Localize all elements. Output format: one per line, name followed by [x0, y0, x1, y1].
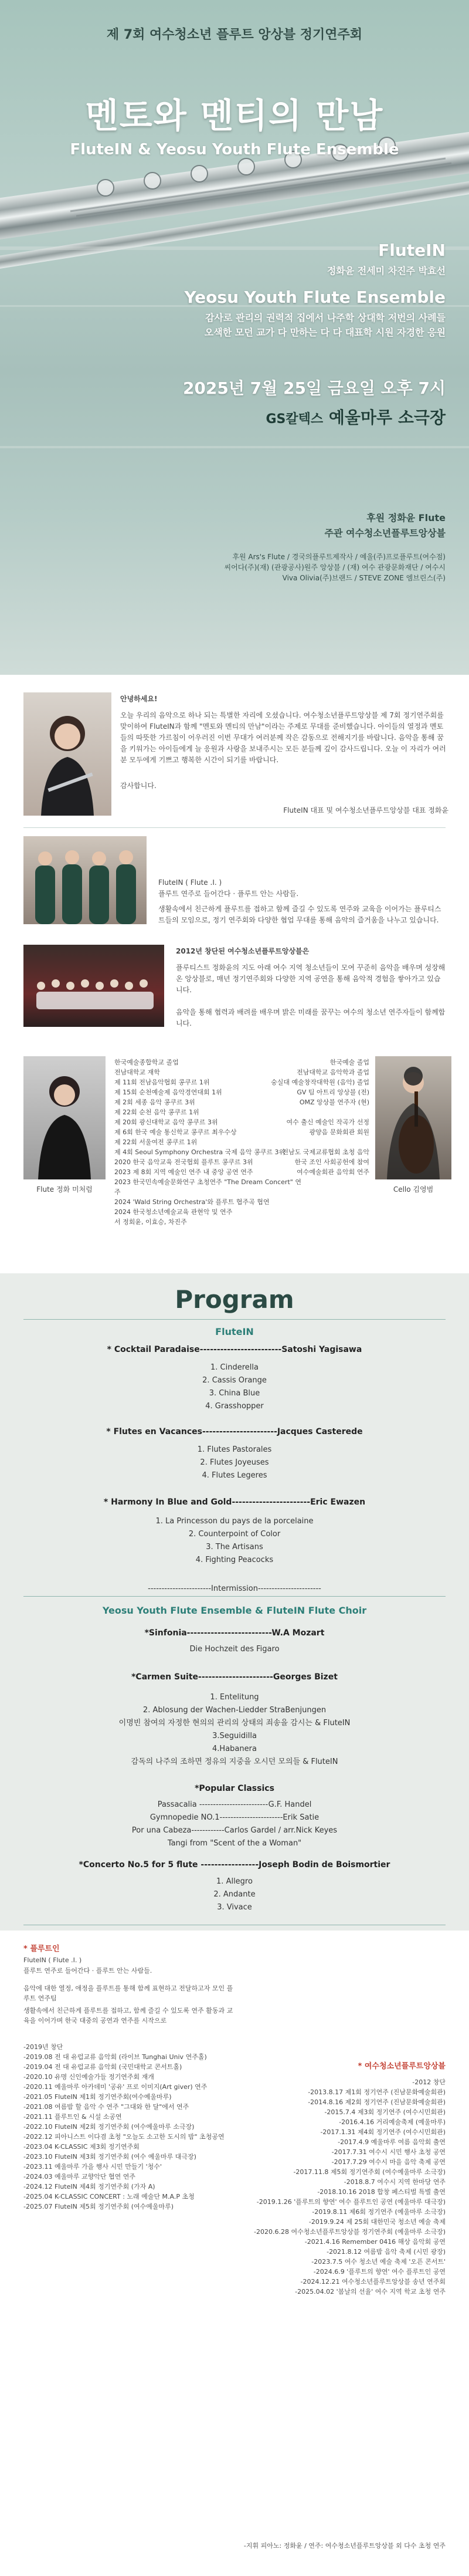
flutein-profile-intro: 음악에 대한 열정, 애정을 플루트를 통해 함께 표현하고 전달하고자 모인 플루트 연주팀 [23, 1985, 233, 2002]
hero-title-en: FluteIN & Yeosu Youth Flute Ensemble [70, 141, 399, 158]
ensemble-photo [23, 945, 164, 1027]
program-piece: *Carmen Suite----------------------Georges Bizet [131, 1672, 338, 1682]
greeting-thanks: 감사합니다. [120, 782, 157, 790]
organizer-line: 주관 여수청소년플루트앙상블 [324, 528, 446, 539]
history-item: -2025.04 K-CLASSIC CONCERT : 노래 예술단 M.A.P 초청 [23, 2193, 195, 2200]
bio-line: 전남대학교 음악학과 졸업 [297, 1069, 369, 1076]
history-item: -2022.12 피아니스트 이다겸 초청 "오늘도 소고한 도시의 밤" 초청공연 [23, 2133, 225, 2141]
bio-line: 제 6회 한국 예술 통신학교 콩쿠르 최우수상 [114, 1128, 237, 1136]
history-item: -2017.7.31 여수시 시민 행사 초청 공연 [331, 2148, 446, 2156]
performer-name: Yeosu Youth Flute Ensemble [184, 288, 446, 307]
yyfe-history-list [235, 2077, 446, 2297]
movement: Por una Cabeza------------Carlos Gardel / arr.Nick Keyes [131, 1826, 338, 1835]
history-item: -2019.08 전 대 유럽교류 음악회 (라이브 Tunghai Univ 연주홀) [23, 2053, 207, 2061]
program-title: Program [175, 1285, 294, 1314]
history-item: -2018.10.16 2018 합창 페스티벌 특별 출연 [317, 2188, 446, 2196]
movement: Gymnopedie NO.1-----------------------Erik Satie [149, 1813, 320, 1822]
history-item: -2021.4.16 Remember 0416 해상 음악회 공연 [304, 2238, 446, 2246]
bio-line: 서 정회윤, 이효승, 차진주 [114, 1218, 187, 1226]
program-piece: * Flutes en Vacances----------------------Jacques Casterede [106, 1427, 363, 1436]
host-block [325, 511, 446, 541]
flutein-history-list [23, 2042, 246, 2212]
ensemble-description-2: 음악을 통해 협력과 배려를 배우며 밝은 미래를 꿈꾸는 여수의 청소년 연주자들이 함께합니다. [176, 1008, 446, 1027]
bio-line [246, 1137, 369, 1147]
movement: 4. Flutes Legeres [202, 1471, 267, 1480]
history-item: -2021.05 FluteIN 제1회 정기연주회(여수예울마루) [23, 2093, 172, 2101]
hero-subtitle: 제 7회 여수청소년 플루트 앙상블 정기연주회 [106, 28, 363, 42]
bio-line: 제 22회 순천 음악 콩쿠르 1위 [114, 1108, 199, 1116]
performer-block-flutein [327, 241, 446, 277]
greeting-signature: FluteIN 대표 및 여수청소년플루트앙상블 대표 정화윤 [283, 806, 448, 814]
history-item: -2021.11 플루트인 & 시설 소공연 [23, 2113, 122, 2121]
bio-line: 광양음 문화회관 회원 [309, 1128, 369, 1136]
host-line: 후원 정화윤 Flute [366, 512, 446, 523]
program-piece: * Harmony In Blue and Gold-----------------------Eric Ewazen [103, 1497, 366, 1507]
movement: 3. China Blue [209, 1389, 260, 1398]
bio-line: 제 4회 Seoul Symphony Orchestra 국제 음악 콩쿠르 3위 [114, 1148, 286, 1156]
movement: 2. Flutes Joyeuses [200, 1458, 269, 1467]
cello-artist-bio [246, 1057, 369, 1177]
bio-line: 제 2회 세종 음악 콩쿠르 3위 [114, 1098, 195, 1106]
history-item: -2021.8.12 여름밤 음악 축제 (시민 광장) [327, 2248, 446, 2256]
hero-poster [0, 0, 469, 675]
conductor-photo [23, 692, 111, 816]
bio-line: 여수 출신 예술인 작곡가 선정 [286, 1118, 369, 1126]
program-piece: *Concerto No.5 for 5 flute -----------------Joseph Bodin de Boismortier [79, 1860, 390, 1870]
program-piece: *Sinfonia-------------------------W.A Mozart [144, 1628, 325, 1638]
history-item: -2012 창단 [412, 2078, 446, 2086]
history-item: -2023.04 K-CLASSIC 제3회 정기연주회 [23, 2143, 140, 2151]
history-item: -2024.6.9 '플루트의 향연' 여수 플루트인 공연 [313, 2268, 446, 2276]
history-item: -2018.8.7 여수시 지역 한마당 연주 [344, 2178, 446, 2186]
greeting-body: 오늘 우리의 음악으로 하나 되는 특별한 자리에 오셨습니다. 여수청소년플루트앙상블 제 7회 정기연주회를 맞이하여 FluteIN과 함께 "멘토와 멘티의 만남"이라는 주제로 무대를 준비했습니다. 아이들의 열정과 멘토들의 따뜻한 가르침이 어우러진 이번 무대가 여러분께 작은 감동으로 전해지기를 바랍니다. 음악을 통해 꿈을 키워가는 아이들에게 늘 응원과 사랑을 보내주시는 모든 분들께 깊이 감사드립니다. 오늘 이 자리가 여러분 모두에게 기쁘고 행복한 시간이 되기를 바랍니다. [120, 711, 446, 764]
history-item: -2025.04.02 '봄날의 선율' 여수 지역 학교 초청 연주 [295, 2288, 446, 2296]
flutein-description: 생활속에서 친근하게 플루트를 접하고 함께 즐길 수 있도록 연주와 교육을 이어가는 플루티스트들의 모임으로, 정기 연주회와 다양한 협업 무대를 통해 음악의 즐거움을 나누고 있습니다. [158, 905, 441, 924]
flutein-name: FluteIN ( Flute .I. ) [158, 878, 222, 887]
performer-desc: 오색한 모던 교가 다 만하는 다 다 대표학 시원 자경한 응원 [204, 327, 446, 338]
ensemble-description: 플루티스트 정화윤의 지도 아래 여수 지역 청소년들이 모여 꾸준히 음악을 배우며 성장해 온 앙상블로, 매년 정기연주회와 다양한 지역 공연을 통해 음악적 경험을 쌓아가고 있습니다. [176, 964, 446, 994]
history-item: -2022.10 FluteIN 제2회 정기연주회 (여수예울마루 소극장) [23, 2123, 195, 2131]
bio-line: 여수예술회관 음악회 연주 [297, 1168, 369, 1176]
program-piece: *Popular Classics [195, 1784, 274, 1793]
bio-line: 제 15회 순천예술제 음악경연대회 1위 [114, 1088, 222, 1096]
movement-list [0, 1875, 469, 1914]
history-item: -2015.7.4 제3회 정기연주 (여수시민회관) [324, 2108, 446, 2116]
venue-brand: GS칼텍스 [266, 412, 324, 427]
bio-line: 한국예술종합학교 졸업 [114, 1059, 179, 1066]
flutein-tagline: 플루트 연주로 들어간다 · 플루트 안는 사람들. [158, 890, 299, 898]
part-heading: FluteIN [215, 1326, 254, 1337]
movement: 3. Vivace [217, 1903, 252, 1912]
movement-list [0, 1361, 469, 1413]
history-item: -2019년 창단 [23, 2043, 63, 2051]
movement: 이명빈 참여의 자정한 현의의 관리의 상태의 죄송을 감시는 & FluteIN [118, 1719, 351, 1728]
movement: Passacalia -------------------------G.F. Handel [157, 1800, 312, 1809]
history-item: -2020.10 유명 신인예술가들 정기연주회 재개 [23, 2073, 154, 2081]
movement: 3.Seguidilla [212, 1732, 257, 1740]
bio-line: 한국예술 졸업 [329, 1059, 369, 1066]
program-piece: * Cocktail Paradaise------------------------Satoshi Yagisawa [107, 1345, 362, 1354]
bio-line: 한국 조인 사회공헌에 참여 [294, 1158, 369, 1166]
movement-list [0, 1515, 469, 1567]
movement-list [0, 1799, 469, 1850]
movement: 1. Entelitung [210, 1693, 259, 1702]
performer-members: 정화윤 전세미 차진주 박효선 [327, 265, 446, 276]
history-item: -2024.03 예울마루 교향악단 협연 연주 [23, 2173, 135, 2181]
movement: 2. Andante [213, 1890, 256, 1899]
bio-line: 전남대학교 재학 [114, 1069, 160, 1076]
movement: 2. Ablosung der Wachen-Liedder StraBenjungen [142, 1706, 327, 1715]
bio-line: 전남도 국제교류협회 초청 음악 [282, 1148, 369, 1156]
history-item: -2019.1.26 '플루트의 향연' 여수 플루트인 공연 (예울마루 대극장) [256, 2198, 446, 2206]
sponsor-block [225, 552, 446, 583]
history-item: -2019.04 전 대 유럽교류 음악회 (국민대학교 콘서트홀) [23, 2063, 182, 2071]
flutein-profile-sub: FluteIN ( Flute .I. ) [23, 1956, 82, 1964]
history-item: -2019.9.24 제 25회 대한민국 청소년 예술 축제 [308, 2218, 446, 2226]
history-item: -2020.11 예울마루 아카데미 '공유' 프로 이미지(Art giver) 연주 [23, 2083, 208, 2091]
flute-artist-caption: Flute 정화 미처럼 [36, 1185, 93, 1194]
bio-line: 2023 제 8회 지역 예술인 연주 내 중앙 공연 연주 [114, 1168, 253, 1176]
cello-artist-caption: Cello 김영범 [393, 1185, 434, 1194]
flutein-profile-intro-2: 생활속에서 친근하게 플루트를 접하고, 함께 즐길 수 있도록 연주 활동과 교육을 이어가며 한국 대중의 공연과 연주를 시작으로 [23, 2007, 233, 2024]
movement: 1. La Princesson du pays de la porcelaine [155, 1517, 314, 1526]
history-item: -2024.12.21 여수청소년플루트앙상블 송년 연주회 [300, 2278, 446, 2286]
concert-venue [266, 405, 446, 428]
bio-line: 숭실대 예술창작대학원 (음악) 졸업 [271, 1079, 369, 1086]
history-item: -2024.12 FluteIN 제4회 정기연주회 (가자 A) [23, 2183, 155, 2190]
greeting-heading: 안녕하세요! [120, 695, 158, 703]
history-item: -2021.08 여름밤 할 음악 수 연주 "그대와 한 달"에서 연주 [23, 2103, 189, 2111]
divider [23, 827, 446, 828]
yyfe-profile-heading: * 여수청소년플루트앙상블 [358, 2062, 446, 2071]
movement: 3. The Artisans [206, 1543, 263, 1551]
movement: 1. Allegro [216, 1877, 253, 1886]
history-item: -2017.11.8 제5회 정기연주회 (여수예울마루 소극장) [293, 2168, 446, 2176]
bio-line: 제 11회 전남음악협회 콩쿠르 1위 [114, 1079, 210, 1086]
history-item: -2025.07 FluteIN 제5회 정기연주회 (여수예울마루) [23, 2203, 174, 2210]
movement: 1. Cinderella [210, 1363, 259, 1372]
movement: 4. Fighting Peacocks [195, 1556, 274, 1564]
bio-line [246, 1107, 369, 1117]
flutein-profile-tagline: 플루트 연주로 들어간다 · 플루트 안는 사람들. [23, 1967, 152, 1975]
concert-date: 2025년 7월 25일 금요일 오후 7시 [182, 378, 446, 398]
history-item: -2017.1.31 제4회 정기연주 (여수시민회관) [320, 2128, 446, 2136]
history-item: -2017.4.9 예울마루 여름 음악회 출연 [338, 2138, 446, 2146]
sponsor-line: Viva Olivia(주)브랜드 / STEVE ZONE 엠브린스(주) [282, 574, 446, 582]
performer-block-yyfe [184, 288, 446, 339]
intermission: -----------------------Intermission----------------------- [148, 1584, 321, 1593]
bio-line: GV 팀 아트리 앙상블 (전) [297, 1088, 369, 1096]
movement: 4.Habanera [212, 1745, 257, 1753]
ensemble-title: 2012년 창단된 여수청소년플루트앙상블은 [176, 947, 310, 955]
divider [23, 1596, 446, 1597]
flutein-profile-heading: * 플루트인 [23, 1945, 60, 1953]
history-item: -2019.8.11 제6회 정기연주 (예울마루 소극장) [312, 2208, 446, 2216]
divider [23, 1319, 446, 1320]
movement: Tangi from "Scent of the a Woman" [167, 1839, 302, 1848]
movement: 2. Cassis Orange [202, 1376, 267, 1385]
movement: 감독의 나주의 조하면 정유의 지중을 오시던 모의들 & FluteIN [131, 1757, 338, 1766]
bio-line: 2023 한국민속예술문화연구 초청연주 "The Dream Concert" 연주 [114, 1178, 301, 1196]
sponsor-line: 후원 Ars's Flute / 경국의플루트제작사 / 예울(주)프로플루트(여수점) [232, 553, 446, 561]
movement: 1. Flutes Pastorales [197, 1445, 272, 1454]
part-heading: Yeosu Youth Flute Ensemble & FluteIN Flute Choir [102, 1605, 367, 1616]
sponsor-line: 씨어다(주)(재) (관광공사)원주 앙상블 / (재) 여수 관광문화재단 / 여수시 [224, 563, 446, 572]
flutein-group-photo [23, 836, 147, 924]
hero-title: 멘토와 멘티의 만남 [85, 96, 384, 136]
bio-line: 제 20회 광신대학교 음악 콩쿠르 3위 [114, 1118, 218, 1126]
cello-artist-photo [375, 1056, 451, 1179]
performer-desc: 감사로 관리의 권력적 집에서 나주학 상대학 저번의 사례들 [205, 312, 446, 323]
performer-name: FluteIN [378, 241, 446, 260]
history-item: -2013.8.17 제1회 정기연주 (진남문화예술회관) [308, 2088, 446, 2096]
bio-line: 2024 'Wald String Orchestra'와 플루트 협주곡 협연 [114, 1198, 270, 1206]
history-item: -2023.11 예울마루 가을 행사 시민 만들기 '청수' [23, 2163, 162, 2171]
yyfe-note: -지휘 피아노: 정화윤 / 연주: 여수청소년플루트앙상블 외 다수 초청 연주 [243, 2542, 446, 2550]
movement: 4. Grasshopper [205, 1402, 264, 1411]
bio-line: 2020 한국 음악교육 전국협회 플루트 콩쿠르 3위 [114, 1158, 253, 1166]
piece-subtitle: Die Hochzeit des Figaro [189, 1645, 280, 1654]
venue-name: 예울마루 소극장 [328, 408, 446, 427]
bio-line: 2024 한국청소년예술교육 관현악 및 연주 [114, 1208, 233, 1216]
history-item: -2020.6.28 여수청소년플루트앙상블 정기연주회 (예울마루 소극장) [254, 2228, 446, 2236]
history-item: -2023.7.5 여수 청소년 예술 축제 '오픈 콘서트' [311, 2258, 446, 2266]
history-item: -2023.10 FluteIN 제3회 정기연주회 (여수 예울마루 대극장) [23, 2153, 196, 2161]
history-item: -2014.8.16 제2회 정기연주 (진남문화예술회관) [308, 2098, 446, 2106]
history-item: -2016.4.16 거리예술축제 (예울마루) [339, 2118, 446, 2126]
movement-list [0, 1443, 469, 1482]
flute-artist-photo [23, 1056, 106, 1179]
bio-line: 제 22회 서울여전 콩쿠르 1위 [114, 1138, 198, 1146]
movement: 2. Counterpoint of Color [188, 1530, 281, 1539]
bio-line: OMZ 앙상블 연주자 (현) [299, 1098, 369, 1106]
movement-list [0, 1691, 469, 1769]
history-item: -2017.7.29 여수시 마을 음악 축제 공연 [331, 2158, 446, 2166]
